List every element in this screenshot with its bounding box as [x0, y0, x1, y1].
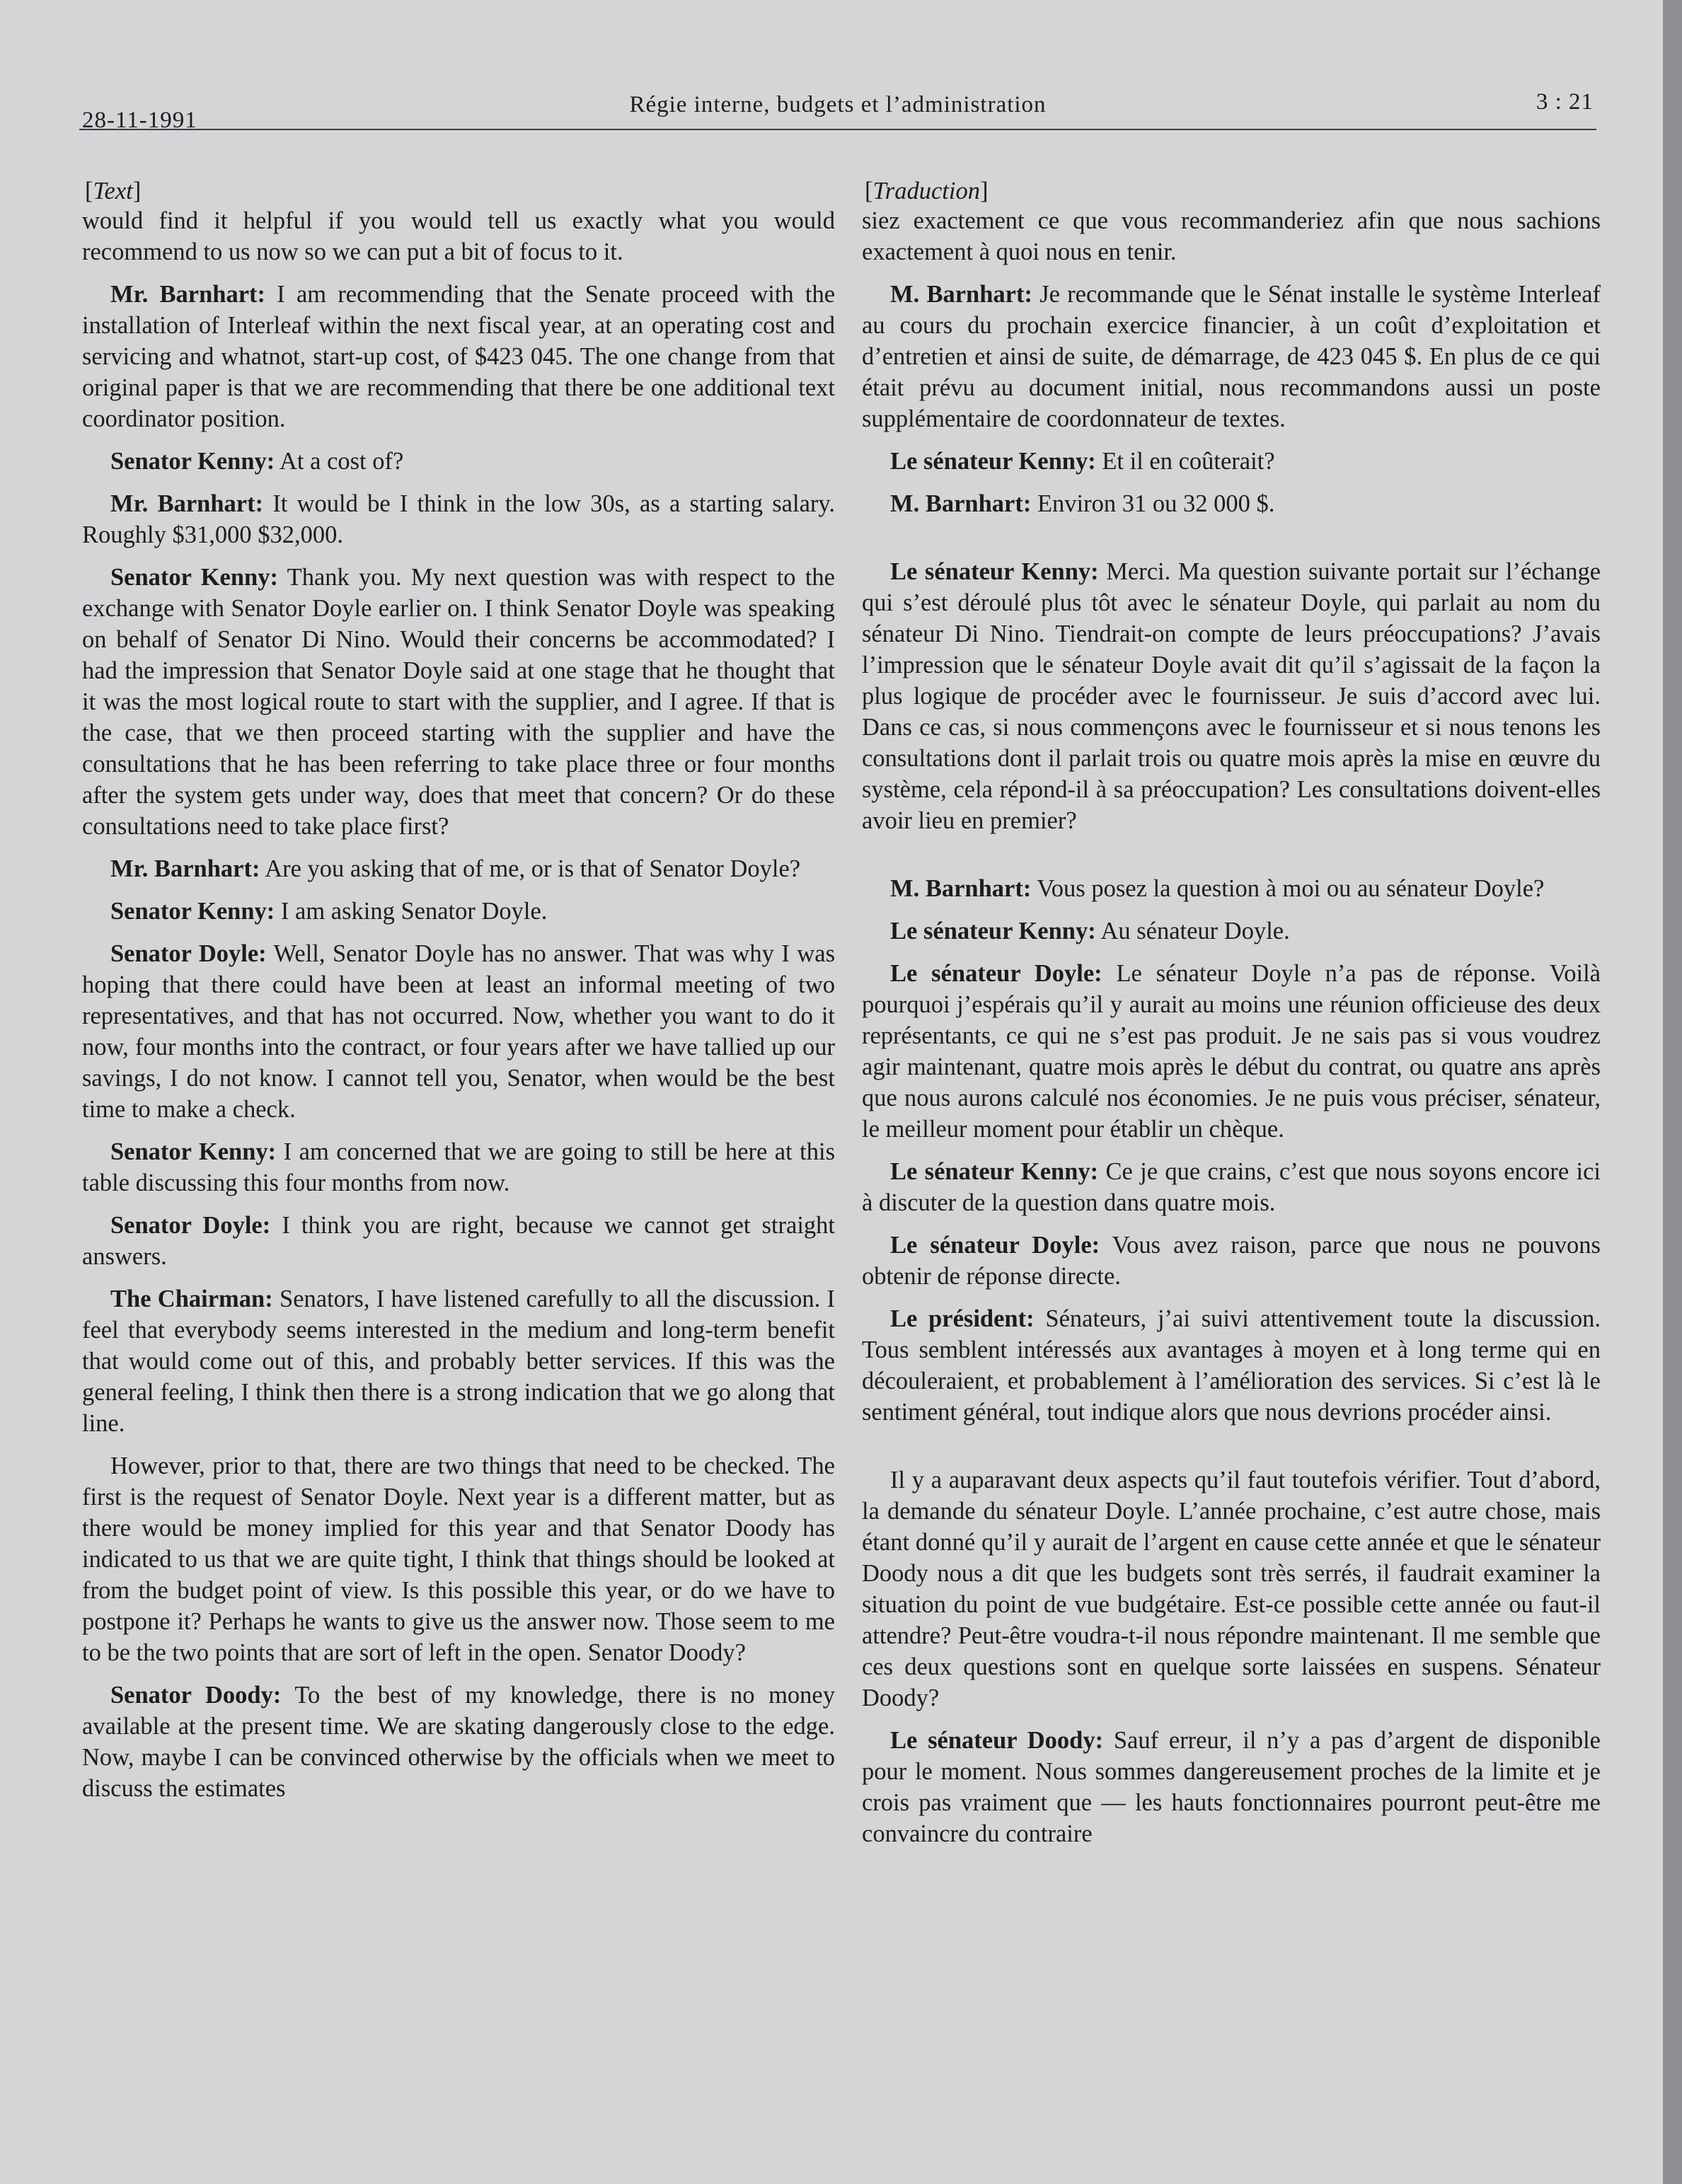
paragraph: M. Barnhart: Environ 31 ou 32 000 $.	[890, 490, 1275, 517]
header-title: Régie interne, budgets et l’administration	[629, 92, 1047, 117]
paragraph: Senator Doyle: Well, Senator Doyle has no answer. That was why I was hoping that there could have been at least an informal meeting of two representatives, and that has not occurred. Now, whether you want to do it now, four months into the contract, or four years after we have tallied up our savings, I do not know. I cannot tell you, Senator, when would be the best time to make a check.	[82, 940, 835, 1123]
column-tag-text: [Text]	[85, 178, 142, 204]
speaker-name: M. Barnhart:	[890, 875, 1032, 902]
speaker-name: M. Barnhart:	[890, 490, 1032, 517]
paragraph: M. Barnhart: Vous posez la question à moi ou au sénateur Doyle?	[890, 875, 1545, 902]
page-number: 3 : 21	[1536, 89, 1594, 115]
paragraph: Senator Doody: To the best of my knowledge, there is no money available at the present time. We are skating dangerously close to the edge. Now, maybe I can be convinced otherwise by the officials when we meet to discuss the estimates	[82, 1682, 835, 1802]
speaker-name: Mr. Barnhart:	[110, 855, 260, 882]
paragraph: Le sénateur Kenny: Au sénateur Doyle.	[890, 918, 1290, 944]
header-date: 28-11-1991	[82, 108, 197, 133]
speaker-name: Senator Kenny:	[110, 448, 275, 475]
paragraph: However, prior to that, there are two things that need to be checked. The first is the request of Senator Doyle. Next year is a different matter, but as there would be money implied for this year and that Senator Doody has indicated to us that we are quite tight, I think that things should be looked at from the budget point of view. Is this possible this year, or do we have to postpone it? Perhaps he wants to give us the answer now. Those seem to me to be the two points that are sort of left in the open. Senator Doody?	[82, 1452, 835, 1666]
paragraph: Senator Kenny: I am asking Senator Doyle.	[110, 898, 548, 925]
paragraph: Le président: Sénateurs, j’ai suivi attentivement toute la discussion. Tous semblent intéressés aux avantages à moyen et à long terme qui en découleraient, et probablement à l’amélioration des services. Si c’est là le sentiment général, tout indique alors que nous devrions procéder ainsi.	[862, 1305, 1601, 1426]
speaker-name: Le sénateur Kenny:	[890, 918, 1096, 944]
paragraph: Le sénateur Doyle: Vous avez raison, parce que nous ne pouvons obtenir de réponse directe.	[862, 1232, 1601, 1290]
speaker-name: Le sénateur Kenny:	[890, 1158, 1099, 1185]
paragraph: siez exactement ce que vous recommanderiez afin que nous sachions exactement à quoi nous en tenir.	[862, 207, 1601, 265]
speaker-name: M. Barnhart:	[890, 281, 1032, 308]
column-tag-traduction: [Traduction]	[865, 178, 989, 204]
english-column	[82, 175, 835, 1815]
paragraph: M. Barnhart: Je recommande que le Sénat installe le système Interleaf au cours du prochain exercice financier, à un coût d’exploitation et d’entretien et ainsi de suite, de démarrage, de 423 045 $. En plus de ce qui était prévu au document initial, nous recommandons aussi un poste supplémentaire de coordonnateur de textes.	[862, 281, 1601, 432]
paragraph: Senator Doyle: I think you are right, because we cannot get straight answers.	[82, 1212, 836, 1270]
paragraph: Senator Kenny: Thank you. My next question was with respect to the exchange with Senator Doyle earlier on. I think Senator Doyle was speaking on behalf of Senator Di Nino. Would their concerns be accommodated? I had the impression that Senator Doyle said at one stage that he thought that it was the most logical route to start with the supplier, and I agree. If that is the case, that we then proceed starting with the supplier and have the consultations that he has been referring to take place three or four months after the system gets under way, does that meet that concern? Or do these consultations need to take place first?	[82, 564, 835, 840]
page-edge	[1663, 0, 1682, 2184]
paragraph: Le sénateur Kenny: Ce je que crains, c’est que nous soyons encore ici à discuter de la question dans quatre mois.	[862, 1158, 1601, 1216]
speaker-name: Le sénateur Kenny:	[890, 448, 1096, 475]
running-header	[79, 83, 1596, 133]
paragraph: Il y a auparavant deux aspects qu’il faut toutefois vérifier. Tout d’abord, la demande du sénateur Doyle. L’année prochaine, c’est autre chose, mais étant donné qu’il y aurait de l’argent en cause cette année et que le sénateur Doody nous a dit que les budgets sont très serrés, il faudrait examiner la situation du point de vue budgétaire. Est-ce possible cette année ou faut-il attendre? Peut-être voudra-t-il nous répondre maintenant. Il me semble que ces deux questions sont en quelque sorte laissées en suspens. Sénateur Doody?	[862, 1467, 1601, 1711]
paragraph: Senator Kenny: I am concerned that we are going to still be here at this table discussing this four months from now.	[82, 1138, 836, 1196]
paragraph: The Chairman: Senators, I have listened carefully to all the discussion. I feel that everybody seems interested in the medium and long-term benefit that would come out of this, and probably better services. If this was the general feeling, I think then there is a strong indication that we go along that line.	[82, 1285, 835, 1437]
speaker-name: Senator Doyle:	[110, 940, 267, 967]
paragraph: Le sénateur Kenny: Merci. Ma question suivante portait sur l’échange qui s’est déroulé plus tôt avec le sénateur Doyle, qui parlait au nom du sénateur Di Nino. Tiendrait-on compte de leurs préoccupations? J’avais l’impression que le sénateur Doyle avait dit qu’il s’agissait de la façon la plus logique de procéder avec le fournisseur. Je suis d’accord avec lui. Dans ce cas, si nous commençons avec le fournisseur et si nous tenons les consultations dont il parlait trois ou quatre mois après la mise en œuvre du système, cela répond-il à sa préoccupation? Les consultations doivent-elles avoir lieu en premier?	[862, 558, 1601, 834]
speaker-name: Le sénateur Doody:	[890, 1727, 1104, 1754]
speaker-name: Mr. Barnhart:	[110, 490, 264, 517]
speaker-name: Mr. Barnhart:	[110, 281, 266, 308]
speaker-name: Senator Kenny:	[110, 564, 278, 591]
french-column	[862, 175, 1601, 1861]
speaker-name: Le sénateur Doyle:	[890, 1232, 1100, 1259]
speaker-name: Le président:	[890, 1305, 1035, 1332]
speaker-name: Senator Doyle:	[110, 1212, 271, 1239]
paragraph: Senator Kenny: At a cost of?	[110, 448, 404, 475]
speaker-name: The Chairman:	[110, 1285, 273, 1312]
speaker-name: Senator Kenny:	[110, 1138, 277, 1165]
paragraph: Le sénateur Doyle: Le sénateur Doyle n’a pas de réponse. Voilà pourquoi j’espérais qu’il y aurait au moins une réunion officieuse des deux représentants, ce qui ne s’est pas produit. Je ne sais pas si vous voudrez agir maintenant, quatre mois après le début du contrat, ou quatre ans après que nous aurons calculé nos économies. Je ne puis vous préciser, sénateur, le meilleur moment pour établir un chèque.	[862, 960, 1601, 1143]
speaker-name: Le sénateur Doyle:	[890, 960, 1102, 987]
paragraph: Mr. Barnhart: It would be I think in the low 30s, as a starting salary. Roughly $31,000 $32,000.	[82, 490, 836, 548]
paragraph: Le sénateur Doody: Sauf erreur, il n’y a pas d’argent de disponible pour le moment. Nous sommes dangereusement proches de la limite et je crois pas vraiment que — les hauts fonctionnaires pourront peut-être me convaincre du contraire	[862, 1727, 1601, 1847]
paragraph: would find it helpful if you would tell us exactly what you would recommend to us now so we can put a bit of focus to it.	[82, 207, 835, 265]
speaker-name: Senator Kenny:	[110, 898, 275, 925]
speaker-name: Senator Doody:	[110, 1682, 282, 1709]
paragraph: Mr. Barnhart: Are you asking that of me, or is that of Senator Doyle?	[110, 855, 801, 882]
paragraph: Mr. Barnhart: I am recommending that the Senate proceed with the installation of Interleaf within the next fiscal year, at an operating cost and servicing and whatnot, start-up cost, of $423 045. The one change from that original paper is that we are recommending that there be one additional text coordinator position.	[82, 281, 836, 432]
speaker-name: Le sénateur Kenny:	[890, 558, 1099, 585]
paragraph: Le sénateur Kenny: Et il en coûterait?	[890, 448, 1275, 475]
